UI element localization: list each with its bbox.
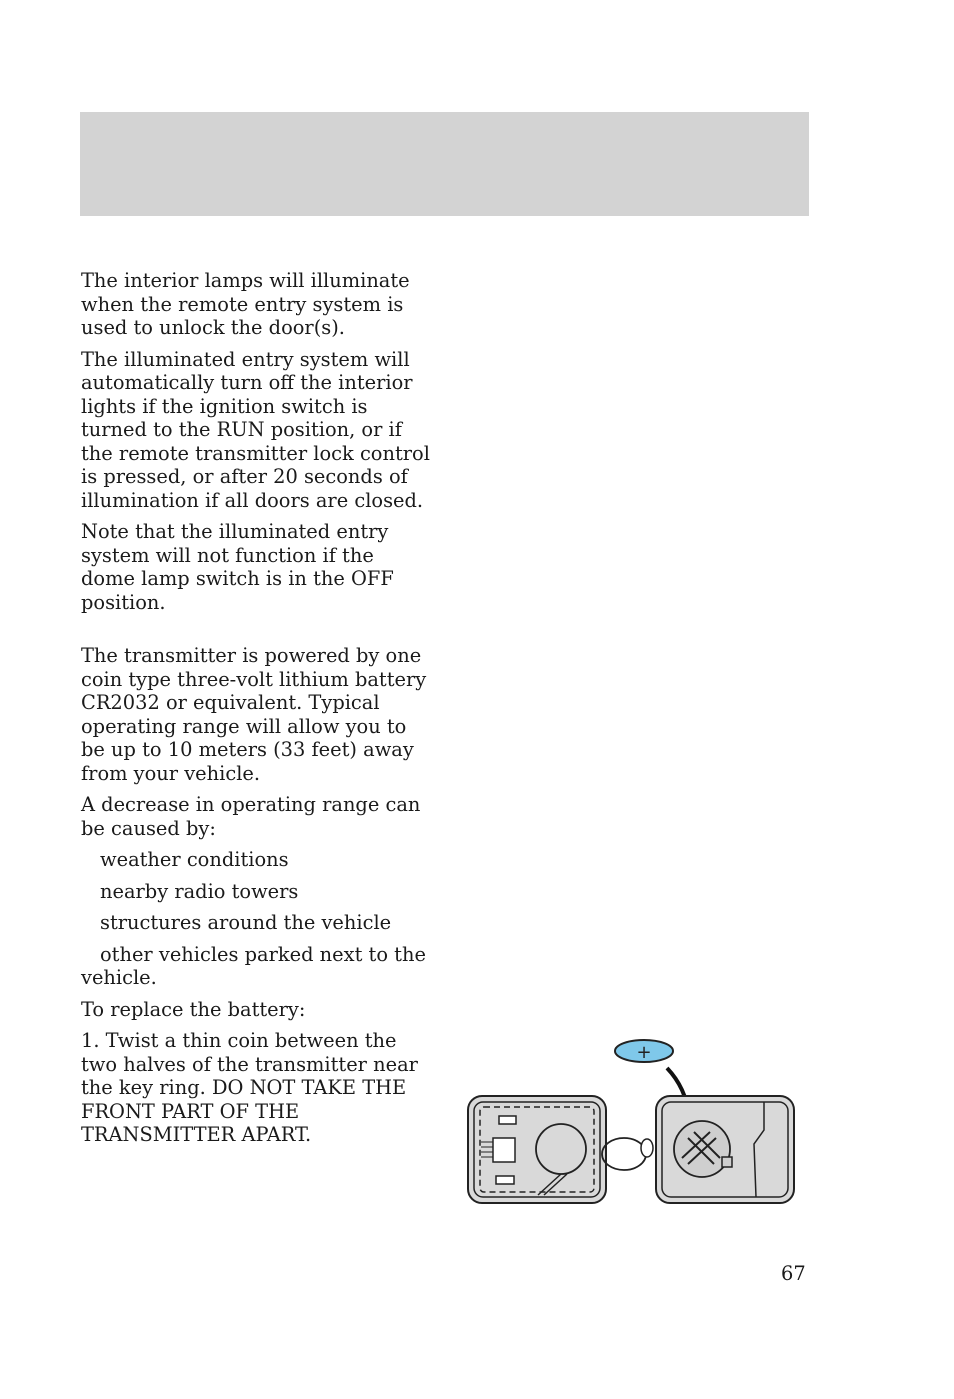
battery-contact-icon	[674, 1121, 730, 1177]
paragraph: The illuminated entry system will automatically turn off the interior lights if the ignition switch is turned to the RUN position, or if the remote transmitter lock control is pressed, or after 20 seconds of illumination if all doors are closed.	[81, 347, 430, 512]
battery-holder-icon	[536, 1124, 586, 1174]
transmitter-battery-illustration	[464, 1030, 800, 1210]
paragraph: The interior lamps will illuminate when the remote entry system is used to unlock the door(s).	[81, 269, 410, 339]
bullet-item: nearby radio towers	[100, 879, 299, 903]
paragraph: A decrease in operating range can be caused by:	[81, 793, 421, 840]
transmitter-diagram	[464, 1030, 800, 1210]
section-battery-replacement	[81, 644, 433, 1155]
section-illuminated-entry	[81, 269, 433, 622]
paragraph: The transmitter is powered by one coin type three-volt lithium battery CR2032 or equivalent. Typical operating range will allow you to be up to 10 meters (33 feet) away from your vehicle.	[81, 644, 427, 785]
bullet-item: weather conditions	[100, 848, 289, 871]
paragraph: Note that the illuminated entry system will not function if the dome lamp switch is in the OFF position.	[81, 520, 394, 614]
step-1: 1. Twist a thin coin between the two halves of the transmitter near the key ring. DO NOT TAKE THE FRONT PART OF THE TRANSMITTER APART.	[81, 1029, 418, 1146]
key-ring-icon	[602, 1138, 646, 1170]
paragraph: To replace the battery:	[81, 997, 306, 1021]
battery-plus-sign: +	[636, 1042, 652, 1063]
bullet-item: structures around the vehicle	[100, 911, 392, 934]
page-number: 67	[781, 1262, 806, 1285]
bullet-item: other vehicles parked next to the vehicle.	[81, 942, 426, 989]
header-band	[80, 112, 809, 216]
